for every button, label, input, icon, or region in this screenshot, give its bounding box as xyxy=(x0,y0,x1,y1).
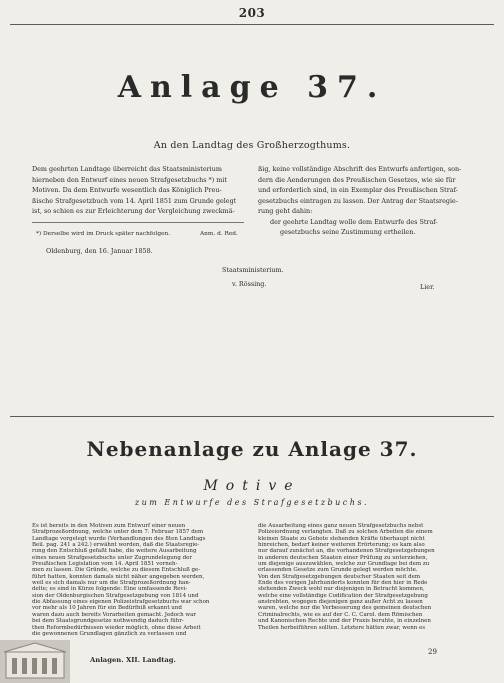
footnote-rule xyxy=(32,222,244,223)
letter-right-line: und erforderlich sind, in ein Exemplar des Preußischen Straf- xyxy=(258,186,458,194)
nebenanlage-title: Nebenanlage zu Anlage 37. xyxy=(86,437,418,461)
letter-left-line: Motiven. Da dem Entwurfe wesentlich das Königlich Preu- xyxy=(32,186,222,194)
body-left-line: rung den Entschluß gefaßt habe, die weitere Ausarbeitung xyxy=(32,548,197,555)
footer-right: 29 xyxy=(428,648,437,656)
letter-left-line: Dem geehrten Landtage überreicht das Staatsministerium xyxy=(32,165,222,173)
body-left-line: then Reformbedürfnissen wieder möglich, ohne diese Arbeit xyxy=(32,624,201,631)
body-right-line: die Ausarbeitung eines ganz neuen Strafgesetzbuchs nebst xyxy=(258,523,424,529)
body-right-line: waren, welche nur die Verbesserung des gemeinen deutschen xyxy=(258,605,432,612)
body-left-line: vor mehr als 10 Jahren für ein Bedürfniß erkannt und xyxy=(32,605,182,612)
letter-right-line: ßig, keine vollständige Abschrift des Entwurfs anfertigen, son- xyxy=(258,165,462,173)
letter-right-column xyxy=(258,164,472,238)
body-left-line: men zu lassen. Die Gründe, welche zu diesem Entschluß ge- xyxy=(32,567,201,574)
body-right-line: stehenden Zweck wohl nur diejenigen in Betracht kommen, xyxy=(258,586,425,593)
body-left-line: waren dazu auch bereits Vorarbeiten gemacht. Jedoch war xyxy=(32,611,197,618)
body-left-line: eines neuen Strafgesetzbuchs unter Zugrundelegung der xyxy=(32,554,192,561)
body-left-line: bei dem Staatsgrundgesetze nothwendig daduch führ- xyxy=(32,618,184,625)
letter-left-line: ist, so schien es zur Erleichterung der Vergleichung zweckmä- xyxy=(32,207,235,215)
letter-right-line: gesetzbuchs eintragen zu lassen. Der Antrag der Staatsregie- xyxy=(258,196,458,205)
page-number: 203 xyxy=(238,6,266,20)
body-right-line: Theilen herbeiführen sollten. Letztere hätten zwar, wenn es xyxy=(258,624,426,631)
body-left-line: Es ist bereits in den Motiven zum Entwurf einer neuen xyxy=(32,523,186,529)
body-right-line: welche eine vollständige Codification der Strafgesetzgebung xyxy=(258,592,428,599)
body-right-line: und Kanonischen Rechte und der Praxis beruhte, in einzelnen xyxy=(258,618,431,625)
body-left-line: Strafprozeßordnung, welche unter dem 7. Februar 1857 dem xyxy=(32,529,204,536)
anlage-title: Anlage 37. xyxy=(117,70,387,105)
signer-name: v. Rössing. xyxy=(232,280,267,288)
body-left-line: Landtage vorgelegt wurde (Verhandlungen des 8ten Landtags xyxy=(32,535,206,542)
place-date: Oldenburg, den 16. Januar 1858. xyxy=(46,247,153,255)
motion-line: gesetzbuchs seine Zustimmung ertheilen. xyxy=(280,228,416,236)
body-right-line: hinreichen, bedarf keiner weiteren Erörterung; es kam also xyxy=(258,542,425,549)
signer-org: Staatsministerium. xyxy=(222,266,284,274)
body-left-line: die gewonnenen Grundlagen gänzlich zu verlassen und xyxy=(32,630,187,637)
body-right-line: kleinen Staate zu Gebote stehenden Kräfte überhaupt nicht xyxy=(258,535,425,542)
body-left-line: delte; es sind in Kürze folgende: Eine umfassende Revi- xyxy=(32,586,188,593)
body-right-line: anstrebten, wogegen diejenigen ganz außer Acht zu lassen xyxy=(258,599,423,606)
motive-subtitle: zum Entwurfe des Strafgesetzbuchs. xyxy=(134,498,370,507)
body-right-line: um diejenige auszuwählen, welche zur Grundlage bei dem zu xyxy=(258,561,430,568)
library-logo-icon xyxy=(0,640,70,683)
motion-line: der geehrte Landtag wolle dem Entwurfe des Straf- xyxy=(270,217,438,226)
letter-right-line: dern die Aenderungen des Preußischen Gesetzes, wie sie für xyxy=(258,175,456,184)
motive-title: Motive xyxy=(203,478,301,494)
footnote: *) Derselbe wird im Druck später nachfolgen. xyxy=(36,231,171,237)
recipient-heading: An den Landtag des Großherzogthums. xyxy=(153,140,351,151)
body-left-line: führt hatten, konnten damals nicht näher angegeben werden, xyxy=(32,573,205,580)
letter-left-line: ßische Strafgesetzbuch vom 14. April 1851 zum Grunde gelegt xyxy=(32,196,237,205)
signer-secretary: Lier. xyxy=(420,283,435,291)
body-right-column xyxy=(258,523,472,631)
body-right-line: nur darauf zunächst an, die vorhandenen Strafgesetzgebungen xyxy=(258,548,435,555)
body-left-line: Beil. pag. 241 a 242.) erwähnt worden, daß die Staatsregie- xyxy=(32,542,200,549)
body-left-line: sion der Oldenburgischen Strafgesetzgebung von 1814 und xyxy=(32,592,199,599)
section-rule xyxy=(10,416,494,417)
letter-right-line: rung geht dahin: xyxy=(258,207,313,215)
body-right-line: Ende des vorigen Jahrhunderts konnten für den hier in Rede xyxy=(258,580,428,587)
body-left-line: die Abfassung eines eigenen Polizeistrafgesetzbuchs war schon xyxy=(32,599,210,606)
body-left-column xyxy=(32,523,246,637)
body-right-line: Polizeiordnung verlangten. Daß zu solchen Arbeiten die einem xyxy=(258,529,433,536)
body-right-line: Von den Strafgesetzgebungen deutscher Staaten seit dem xyxy=(258,573,421,580)
body-left-line: weil es sich damals nur um die Strafprozeßordnung han- xyxy=(32,580,191,587)
top-rule xyxy=(10,24,494,25)
footnote-ref: Anm. d. Red. xyxy=(200,231,238,237)
body-left-line: Preußischen Legislation vom 14. April 1851 vorneh- xyxy=(32,561,178,568)
letter-left-line: hierneben den Entwurf eines neuen Strafgesetzbuchs *) mit xyxy=(32,175,227,184)
body-right-line: Criminalrechts, wie es auf der C. C. Carol. dem Römischen xyxy=(258,611,423,618)
footer-left: Anlagen. XII. Landtag. xyxy=(90,656,176,664)
body-right-line: erlassenden Gesetze zum Grunde gelegt werden möchte. xyxy=(258,567,418,574)
body-right-line: in anderen deutschen Staaten einer Prüfung zu unterziehen, xyxy=(258,554,428,561)
letter-left-column xyxy=(32,164,244,217)
